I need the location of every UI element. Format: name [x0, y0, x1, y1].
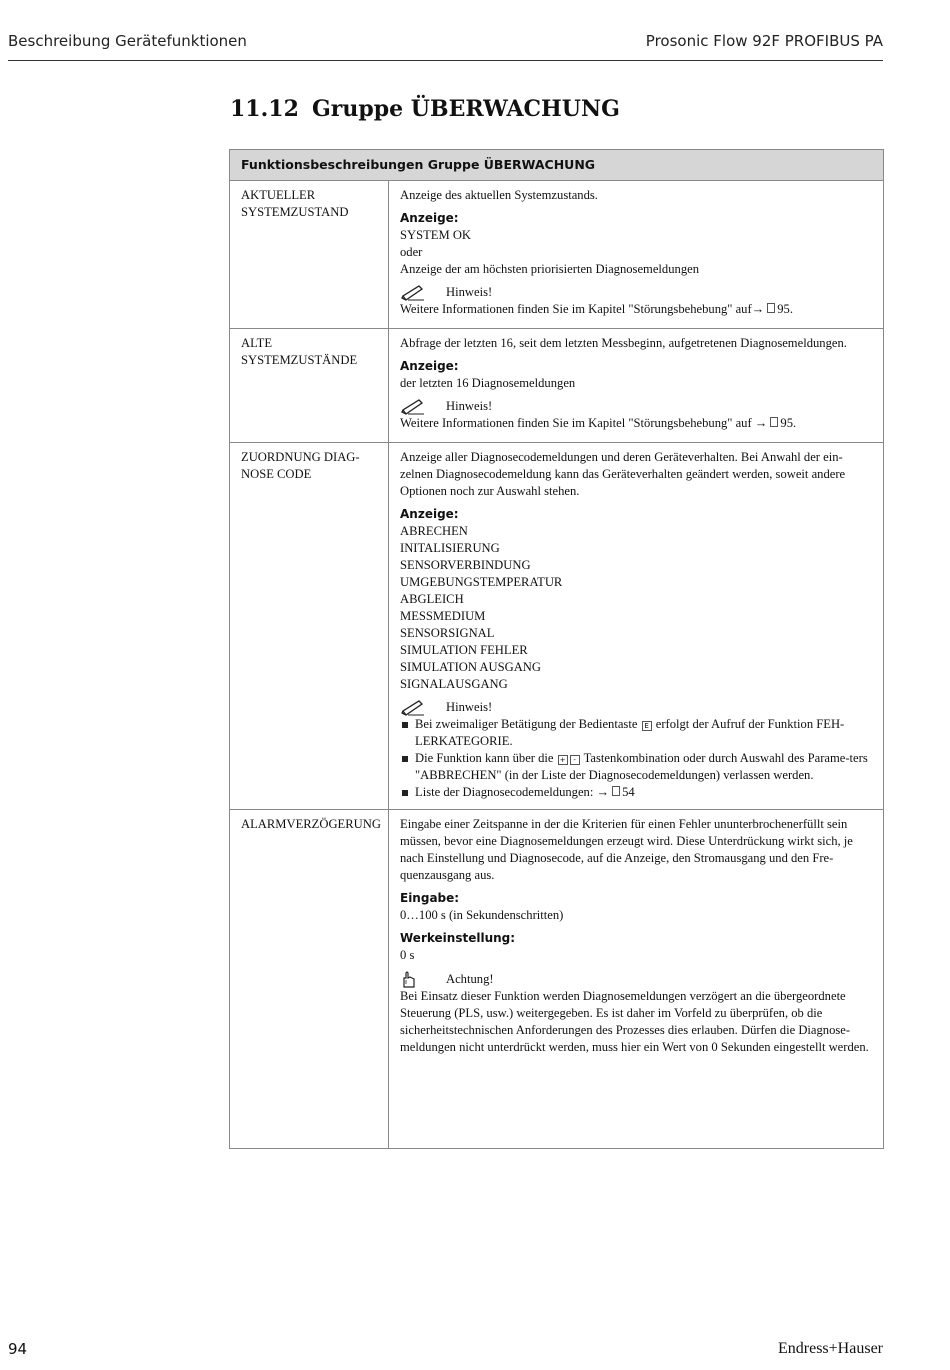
enter-key-icon: E [642, 721, 652, 731]
description-text: Abfrage der letzten 16, seit dem letzten Messbeginn, aufgetretenen Diagnosemeldungen. [400, 336, 847, 350]
list-item: Bei zweimaliger Betätigung der Bedientaste E erfolgt der Aufruf der Funktion FEH-LERKATEGORIE. [400, 716, 872, 750]
field-label: Anzeige: [400, 507, 459, 521]
page-reference-icon [612, 786, 620, 796]
section-heading [230, 96, 620, 122]
note-heading [400, 398, 872, 415]
option-line: SIGNALAUSGANG [400, 677, 508, 691]
plus-key-icon: + [558, 755, 568, 765]
function-description [389, 810, 883, 1148]
option-line: oder [400, 245, 423, 259]
pencil-note-icon [400, 700, 426, 716]
function-table [229, 149, 884, 1149]
section-title: Gruppe ÜBERWACHUNG [312, 96, 620, 122]
field-label: Anzeige: [400, 211, 459, 225]
option-line: ABRECHEN [400, 524, 468, 538]
section-number: 11.12 [230, 96, 299, 122]
pencil-note-icon [400, 285, 426, 301]
note-title: Hinweis! [446, 399, 493, 413]
description-text: Eingabe einer Zeitspanne in der die Kriterien für einen Fehler ununterbrochenerfüllt sein müssen, bevor eine Diagnosemeldungen erzeugt wird. Diese Unterdrückung wirkt sich, je nach Einstellung und Diagnosecode, auf die Anzeige, den Stromausgang und den Fre-quenzausgang aus. [400, 817, 853, 882]
field-label: Werkeinstellung: [400, 931, 516, 945]
option-line: SIMULATION FEHLER [400, 643, 528, 657]
caution-heading [400, 970, 872, 988]
list-item: Die Funktion kann über die + - Tastenkombination oder durch Auswahl des Parame-ters "ABBRECHEN" (in der Liste der Diagnosecodemeldungen) verlassen werden. [400, 750, 872, 784]
table-row [230, 181, 883, 329]
function-name: ALARMVERZÖGERUNG [230, 810, 389, 1148]
field-value: 0 s [400, 948, 415, 962]
function-description [389, 181, 883, 328]
page-number: 94 [8, 1340, 28, 1358]
function-name: AKTUELLER SYSTEMZUSTAND [230, 181, 389, 328]
minus-key-icon: - [570, 755, 580, 765]
brand-name: Endress+Hauser [778, 1340, 883, 1357]
note-title: Hinweis! [446, 285, 493, 299]
option-line: SYSTEM OK [400, 228, 472, 242]
note-heading [400, 699, 872, 716]
page-reference-icon [770, 417, 778, 427]
note-text: Weitere Informationen finden Sie im Kapitel "Störungsbehebung" auf→ 95. [400, 302, 793, 316]
table-row [230, 329, 883, 443]
pencil-note-icon [400, 399, 426, 415]
option-line: ABGLEICH [400, 592, 464, 606]
running-header-right: Prosonic Flow 92F PROFIBUS PA [645, 32, 883, 50]
caution-title: Achtung! [446, 971, 494, 986]
header-rule [8, 60, 883, 61]
option-line: SIMULATION AUSGANG [400, 660, 541, 674]
list-item: Liste der Diagnosecodemeldungen: → 54 [400, 784, 872, 801]
option-line: SENSORVERBINDUNG [400, 558, 531, 572]
option-line: MESSMEDIUM [400, 609, 486, 623]
function-description [389, 329, 883, 442]
page-reference-icon [767, 303, 775, 313]
function-name: ALTE SYSTEMZUSTÄNDE [230, 329, 389, 442]
field-label: Anzeige: [400, 359, 459, 373]
table-row [230, 810, 883, 1148]
note-heading [400, 284, 872, 301]
description-text: Anzeige des aktuellen Systemzustands. [400, 188, 598, 202]
table-row [230, 443, 883, 810]
hand-caution-icon [400, 970, 426, 988]
caution-text: Bei Einsatz dieser Funktion werden Diagnosemeldungen verzögert an die übergeordnete Steuerung (PLS, usw.) weitergegeben. Es ist daher im Vorfeld zu überprüfen, ob die sicherheitstechnischen Anforderungen des Prozesses dies erlauben. Dürfen die Diagnose-meldungen nicht unterdrückt werden, muss hier ein Wert von 0 Sekunden eingestellt werden. [400, 989, 869, 1054]
function-description [389, 443, 883, 809]
note-bullet-list [400, 716, 872, 801]
field-value: 0…100 s (in Sekundenschritten) [400, 908, 564, 922]
option-line: SENSORSIGNAL [400, 626, 495, 640]
running-header-left: Beschreibung Gerätefunktionen [8, 32, 247, 50]
function-name: ZUORDNUNG DIAG- NOSE CODE [230, 443, 389, 809]
option-line: UMGEBUNGSTEMPERATUR [400, 575, 563, 589]
option-line: INITALISIERUNG [400, 541, 500, 555]
field-label: Eingabe: [400, 891, 460, 905]
note-text: Weitere Informationen finden Sie im Kapitel "Störungsbehebung" auf → 95. [400, 416, 797, 430]
option-line: Anzeige der am höchsten priorisierten Diagnosemeldungen [400, 262, 700, 276]
table-header: Funktionsbeschreibungen Gruppe ÜBERWACHUNG [230, 150, 883, 181]
description-text: Anzeige aller Diagnosecodemeldungen und deren Geräteverhalten. Bei Anwahl der ein-zelnen Diagnosecodemeldung kann das Geräteverhalten geändert werden, soweit andere Optionen noch zur Auswahl stehen. [400, 450, 846, 498]
option-line: der letzten 16 Diagnosemeldungen [400, 376, 576, 390]
note-title: Hinweis! [446, 700, 493, 714]
